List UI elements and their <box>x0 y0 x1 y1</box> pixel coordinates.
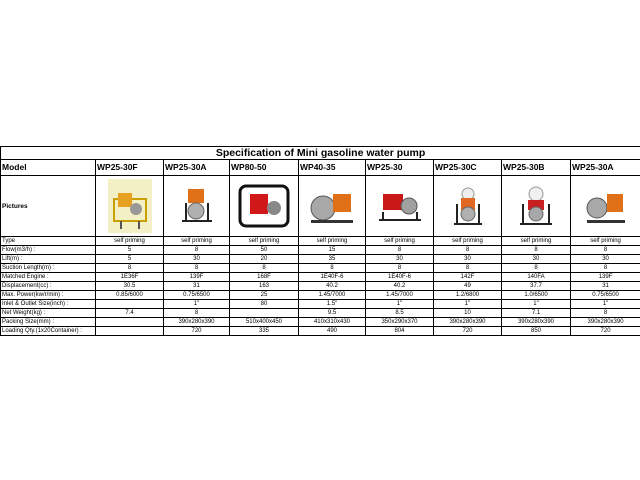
spec-value: 140FA <box>502 273 571 282</box>
model-name: WP25-30 <box>366 160 434 176</box>
spec-value: 163 <box>230 282 299 291</box>
spec-value: 8 <box>366 264 434 273</box>
spec-value: 350x290x370 <box>366 318 434 327</box>
pump-picture-cell <box>164 176 230 237</box>
spec-value: 15 <box>299 246 366 255</box>
model-row <box>1 160 640 176</box>
spec-label: Displacement(cc) : <box>1 282 96 291</box>
grey-pump-orange-engine-image <box>307 186 357 226</box>
spec-row <box>1 309 640 318</box>
yellow-frame-pump-image <box>108 179 152 233</box>
spec-value: 30 <box>164 255 230 264</box>
spec-value: 7.1 <box>502 309 571 318</box>
spec-value: 49 <box>434 282 502 291</box>
model-name: WP25-30C <box>434 160 502 176</box>
spec-label: Lift(m) : <box>1 255 96 264</box>
spec-value: 1.45/7000 <box>366 291 434 300</box>
spec-value: 720 <box>571 327 640 336</box>
spec-row <box>1 327 640 336</box>
spec-value: self priming <box>164 237 230 246</box>
spec-value: 8 <box>299 264 366 273</box>
spec-value: 30 <box>571 255 640 264</box>
spec-value: 7.4 <box>96 309 164 318</box>
spec-row <box>1 282 640 291</box>
spec-value: 31 <box>164 282 230 291</box>
spec-value: 1" <box>502 300 571 309</box>
spec-value: 8 <box>96 264 164 273</box>
spec-value: 9.5 <box>299 309 366 318</box>
spec-value: self priming <box>96 237 164 246</box>
model-name: WP25-30A <box>164 160 230 176</box>
spec-value: 35 <box>299 255 366 264</box>
pump-picture-cell <box>434 176 502 237</box>
spec-value: self priming <box>366 237 434 246</box>
pump-picture-cell <box>366 176 434 237</box>
spec-value: 5 <box>96 255 164 264</box>
spec-row <box>1 264 640 273</box>
spec-value: 1.5" <box>299 300 366 309</box>
spec-value: 0.75/6500 <box>164 291 230 300</box>
spec-value: 390x280x390 <box>434 318 502 327</box>
spec-value: 720 <box>164 327 230 336</box>
spec-row <box>1 237 640 246</box>
spec-value: self priming <box>571 237 640 246</box>
spec-value: 8 <box>164 246 230 255</box>
spec-value <box>96 300 164 309</box>
spec-value: 1.2/6800 <box>434 291 502 300</box>
spec-value: 40.2 <box>299 282 366 291</box>
spec-value: 0.85/6000 <box>96 291 164 300</box>
spec-value: 168F <box>230 273 299 282</box>
spec-value: 5 <box>96 246 164 255</box>
spec-value: 139F <box>164 273 230 282</box>
spec-value: 30 <box>434 255 502 264</box>
model-name: WP40-35 <box>299 160 366 176</box>
spec-value: 390x280x390 <box>502 318 571 327</box>
spec-value <box>96 318 164 327</box>
spec-value: 8.5 <box>366 309 434 318</box>
red-white-frame-pump-image <box>516 184 556 228</box>
spec-value: 8 <box>502 246 571 255</box>
spec-value: 335 <box>230 327 299 336</box>
spec-value: 8 <box>571 264 640 273</box>
spec-value: 8 <box>571 309 640 318</box>
spec-label: Type <box>1 237 96 246</box>
spec-value: 8 <box>434 264 502 273</box>
spec-value: 850 <box>502 327 571 336</box>
spec-value: 8 <box>502 264 571 273</box>
orange-engine-pump-a-image <box>583 186 629 226</box>
pump-picture-cell <box>571 176 640 237</box>
spec-value: 410x310x430 <box>299 318 366 327</box>
pump-picture-cell <box>299 176 366 237</box>
spec-value: 1" <box>571 300 640 309</box>
spec-value: 30 <box>366 255 434 264</box>
spec-value: 25 <box>230 291 299 300</box>
pump-picture-cell <box>96 176 164 237</box>
orange-frame-pump-b-image <box>449 184 487 228</box>
spec-value: 40.2 <box>366 282 434 291</box>
spec-value: 8 <box>164 309 230 318</box>
spec-label: Max. Power(kw/r/min) : <box>1 291 96 300</box>
spec-row <box>1 300 640 309</box>
model-name: WP25-30B <box>502 160 571 176</box>
spec-value: 8 <box>164 264 230 273</box>
spec-value: 37.7 <box>502 282 571 291</box>
table-title: Specification of Mini gasoline water pump <box>1 147 640 160</box>
spec-value: 30 <box>502 255 571 264</box>
spec-value: 1E40F-6 <box>366 273 434 282</box>
spec-sheet <box>0 146 640 336</box>
spec-value: 510x400x450 <box>230 318 299 327</box>
spec-value: 804 <box>366 327 434 336</box>
spec-label: Suction Length(m) : <box>1 264 96 273</box>
spec-value <box>96 327 164 336</box>
model-name: WP25-30F <box>96 160 164 176</box>
spec-value <box>230 309 299 318</box>
spec-value: 390x280x390 <box>164 318 230 327</box>
spec-row <box>1 318 640 327</box>
spec-value: self priming <box>502 237 571 246</box>
spec-value: 80 <box>230 300 299 309</box>
spec-row <box>1 291 640 300</box>
pictures-label: Pictures <box>1 176 96 237</box>
orange-frame-pump-image <box>178 185 216 227</box>
spec-value: 0.75/6500 <box>571 291 640 300</box>
spec-value: 8 <box>434 246 502 255</box>
spec-value: 1E40F-6 <box>299 273 366 282</box>
spec-value: 1E36F <box>96 273 164 282</box>
pump-picture-cell <box>230 176 299 237</box>
pump-picture-cell <box>502 176 571 237</box>
spec-value: 1" <box>434 300 502 309</box>
pictures-row <box>1 176 640 237</box>
spec-label: Loading Qty.(1x20Container) : <box>1 327 96 336</box>
spec-row <box>1 246 640 255</box>
spec-value: self priming <box>230 237 299 246</box>
spec-value: 1" <box>164 300 230 309</box>
spec-value: 8 <box>366 246 434 255</box>
spec-value: 490 <box>299 327 366 336</box>
spec-value: self priming <box>299 237 366 246</box>
spec-label: Net Weight(kg) : <box>1 309 96 318</box>
spec-label: Flow(m3/h) : <box>1 246 96 255</box>
spec-value: 10 <box>434 309 502 318</box>
spec-value: 1.45/7000 <box>299 291 366 300</box>
model-header-label: Model <box>1 160 96 176</box>
spec-value: 139F <box>571 273 640 282</box>
spec-value: 390x280x390 <box>571 318 640 327</box>
spec-row <box>1 255 640 264</box>
spec-value: 1" <box>366 300 434 309</box>
spec-value: 1.0/6500 <box>502 291 571 300</box>
spec-value: 142F <box>434 273 502 282</box>
spec-value: 31 <box>571 282 640 291</box>
spec-value: 8 <box>571 246 640 255</box>
model-name: WP80-50 <box>230 160 299 176</box>
spec-value: 20 <box>230 255 299 264</box>
model-name: WP25-30A <box>571 160 640 176</box>
spec-value: 50 <box>230 246 299 255</box>
red-pump-on-frame-image <box>375 186 425 226</box>
spec-value: 30.5 <box>96 282 164 291</box>
red-large-pump-image <box>236 182 292 230</box>
spec-value: 720 <box>434 327 502 336</box>
spec-label: Matched Engine : <box>1 273 96 282</box>
spec-table <box>0 146 640 336</box>
spec-row <box>1 273 640 282</box>
spec-label: Packing Size(mm) : <box>1 318 96 327</box>
spec-value: self priming <box>434 237 502 246</box>
spec-value: 8 <box>230 264 299 273</box>
spec-label: Inlet & Outlet Size(inch) : <box>1 300 96 309</box>
